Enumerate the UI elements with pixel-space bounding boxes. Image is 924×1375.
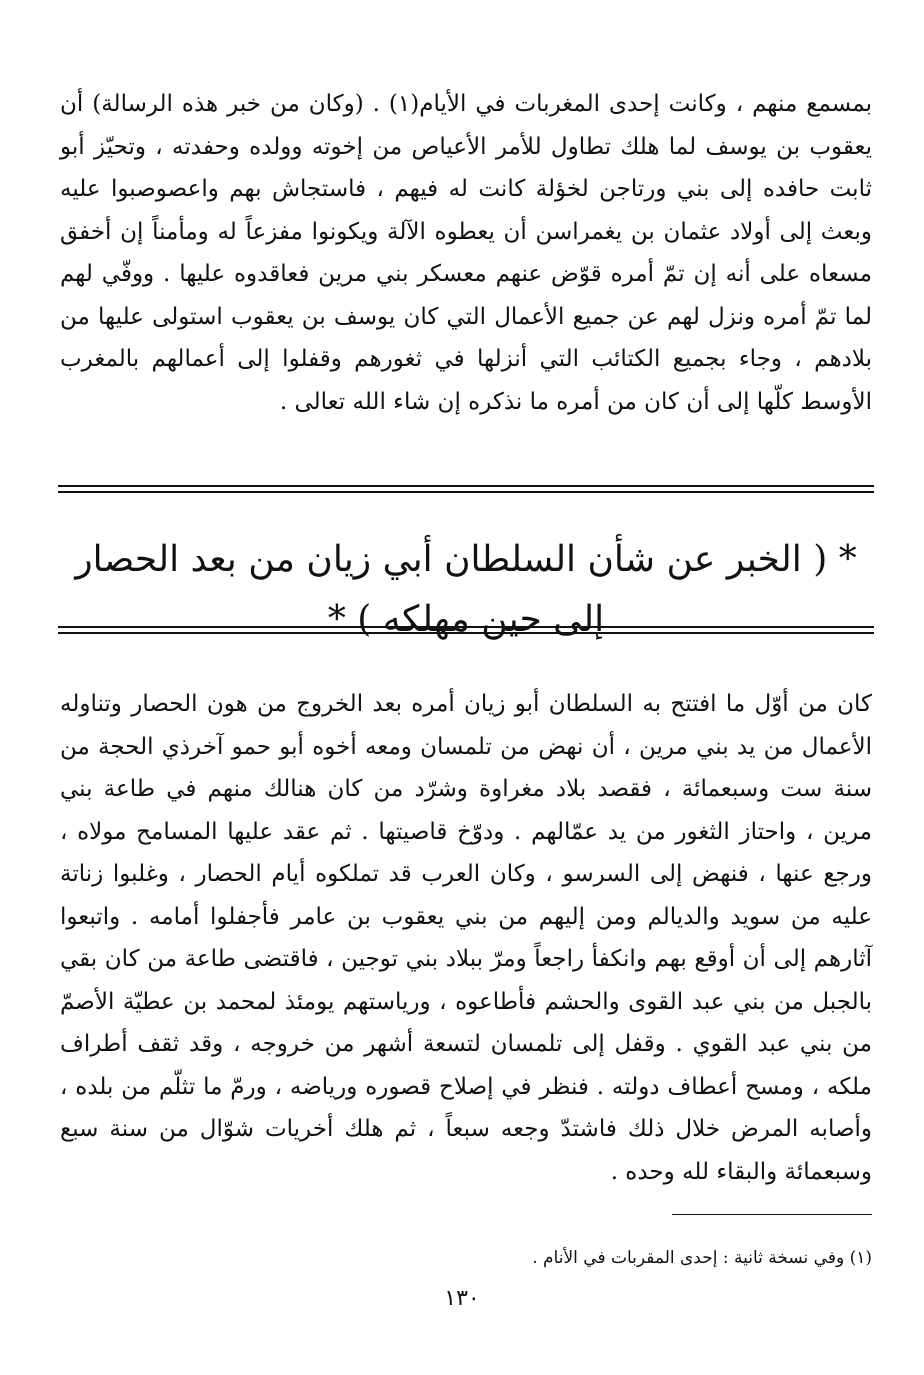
paragraph-1: بمسمع منهم ، وكانت إحدى المغربات في الأيام(١) . (وكان من خبر هذه الرسالة) أن يعقوب بن يوسف لما هلك تطاول للأمر الأعياص من إخوته وولده وحفدته ، وتحيّز أبو ثابت حافده إلى بني ورتاجن لخؤلة كانت له فيهم ، فاستجاش بهم واعصوصبوا عليه وبعث إلى أولاد عثمان بن يغمراسن أن يعطوه الآلة ويكونوا مفزعاً له ومأمناً إن أخفق مسعاه على أنه إن تمّ أمره قوّض عنهم معسكر بني مرين فعاقدوه عليها . ووفّي لهم لما تمّ أمره ونزل لهم عن جميع الأعمال التي كان يوسف بن يعقوب استولى عليها من بلادهم ، وجاء بجميع الكتائب التي أنزلها في ثغورهم وقفلوا إلى أعمالهم بالمغرب الأوسط كلّها إلى أن كان من أمره ما نذكره إن شاء الله تعالى . bbox=[60, 91, 873, 415]
page-number: ١٣٠ bbox=[444, 1286, 480, 1311]
heading-top-rule-1 bbox=[58, 485, 874, 487]
section-heading: * ( الخبر عن شأن السلطان أبي زيان من بعد الحصار إلى حين مهلكه ) * bbox=[75, 538, 857, 640]
heading-bottom-rule-2 bbox=[58, 632, 874, 634]
heading-top-rule-2 bbox=[58, 491, 874, 493]
footnote: (١) وفي نسخة ثانية : إحدى المقربات في الأنام . bbox=[532, 1248, 872, 1268]
paragraph-2: كان من أوّل ما افتتح به السلطان أبو زيان أمره بعد الخروج من هون الحصار وتناوله الأعمال من يد بني مرين ، أن نهض من تلمسان ومعه أخوه أبو حمو آخرذي الحجة من سنة ست وسبعمائة ، فقصد بلاد مغراوة وشرّد من كان هنالك منهم في طاعة بني مرين ، واحتاز الثغور من يد عمّالهم . ودوّخ قاصيتها . ثم عقد عليها المسامح مولاه ، ورجع عنها ، فنهض إلى السرسو ، وكان العرب قد تملكوه أيام الحصار ، وغلبوا زناتة عليه من سويد والديالم ومن إليهم من بني يعقوب بن عامر فأجفلوا أمامه . واتبعوا آثارهم إلى أن أوقع بهم وانكفأ راجعاً ومرّ ببلاد بني توجين ، فاقتضى طاعة من كان بقي بالجبل من بني عبد القوى والحشم فأطاعوه ، ورياستهم يومئذ لمحمد بن عطيّة الأصمّ من بني عبد القوي . وقفل إلى تلمسان لتسعة أشهر من خروجه ، وقد ثقف أطراف ملكه ، ومسح أعطاف دولته . فنظر في إصلاح قصوره ورياضه ، ورمّ ما تثلّم من بلده ، وأصابه المرض خلال ذلك فاشتدّ وجعه سبعاً ، ثم هلك أخريات شوّال من سنة سبع وسبعمائة والبقاء لله وحده . bbox=[60, 691, 872, 1185]
footnote-separator bbox=[672, 1214, 872, 1215]
heading-bottom-rule-1 bbox=[58, 626, 874, 628]
